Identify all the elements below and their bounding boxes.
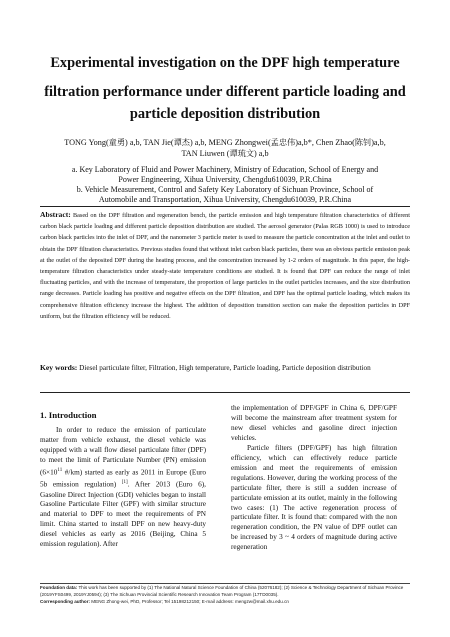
- keywords-label: Key words:: [40, 363, 78, 372]
- left-p1-reference: [1]: [121, 480, 128, 486]
- affiliation-a-line-1: a. Key Laboratory of Fluid and Power Machinery, Ministry of Education, School of Energy and: [71, 165, 379, 174]
- section-heading-introduction: 1. Introduction: [40, 410, 97, 420]
- footnote-author: [40, 599, 410, 606]
- left-p1-text-b: #/km) started as early as 2011 in Europe (Euro 5b emission regulation): [40, 468, 206, 489]
- left-p1-text-a: In order to reduce the emission of particulate matter from vehicle exhaust, the diesel vehicle was equipped with a wall flow diesel particulate filter (DPF) to meet the limit of Particulate Number (PN) emission (6×10: [40, 426, 206, 477]
- footnote-author-label: Corresponding author:: [40, 598, 91, 604]
- right-paragraph-0: the implementation of DPF/GPF in China 6, DPF/GPF will become the mainstream after treatment system for new diesel vehicles and gasoline direct injection vehicles.: [231, 404, 397, 442]
- footnote: [40, 585, 410, 605]
- authors-line-1: TONG Yong(童勇) a,b, TAN Jie(谭杰) a,b, MENG Zhongwei(孟忠伟)a,b*, Chen Zhao(陈钊)a,b,: [64, 138, 386, 147]
- left-p1-text-c: . After 2013 (Euro 6), Gasoline Direct Injection (GDI) vehicles began to install Gasoline Particulate Filter (GPF) with similar structure and material to DPF to meet the requirements of PN limit. China started to install DPF on new heavy-duty diesel vehicles as early as 2016 (Beijing, China 5 emission regulation). After: [40, 480, 206, 549]
- keywords-text: Diesel particulate filter, Filtration, High temperature, Particle loading, Particle deposition distribution: [79, 364, 371, 372]
- title-line-1: Experimental investigation on the DPF high temperature: [50, 55, 400, 71]
- right-paragraph-1: Particle filters (DPF/GPF) has high filtration efficiency, which can effectively reduce particle emission and meet the requirements of emission regulations. However, during the working process of the particulate filter, there is still a sudden increase of particulate emission at its outlet, mainly in the following two cases: (1) The active regeneration process of particulate filter. It is found that: compared with the non regeneration condition, the PN value of DPF outlet can be increased by 3 ~ 4 orders of magnitude during active regeneration: [231, 443, 397, 552]
- left-column: [40, 426, 206, 550]
- abstract: [40, 209, 410, 322]
- footnote-author-text: MENG Zhong-wei, PhD, Professor; Tel 15198212150; E-mail address: mengzw@mail.xhu.edu.cn: [90, 598, 289, 604]
- affiliation-b-line-2: Automobile and Transportation, Xihua University, Chengdu610039, P.R.China: [98, 195, 352, 204]
- footnote-rule: [40, 583, 410, 584]
- abstract-text: Based on the DPF filtration and regeneration bench, the particle emission and high temperature filtration characteristics of different carbon black particle loading and different particle deposition distribution are studied. The aerosol generator (Palas RGB 1000) is used to introduce carbon black particles into the inlet of DPF, and the nanometer 3 particle meter is used to measure the particle concentration at the inlet and outlet to obtain the DPF filtration characteristics. Previous studies found that without inlet carbon black particles, there was an obvious particle emission peak at the outlet of the deposited DPF during the heating process, and the concentration increased by 1-2 orders of magnitude. In this paper, the high-temperature filtration characteristics under steady-state temperature conditions are studied. It is found that DPF can reduce the range of inlet fluctuating particles, and with the increase of temperature, the proportion of large particles in the outlet particles increases, and the size distribution range decreases. Particle loading has positive and negative effects on the DPF filtration, and DPF has the optimal particle loading, which makes its comprehensive filtration efficiency increase the highest. The addition of deposition transition section can make the deposition particles in DPF uniform, but the filtration efficiency will be reduced.: [40, 212, 410, 320]
- title-line-3: particle deposition distribution: [129, 106, 321, 122]
- keywords-bottom-rule: [40, 392, 410, 393]
- left-p1-superscript: 11: [57, 467, 63, 473]
- footnote-funding-label: Foundation data:: [40, 585, 78, 590]
- right-column: [231, 404, 397, 553]
- abstract-top-rule: [40, 206, 410, 207]
- footnote-funding-text: This work has been supported by (1) The National Natural Science Foundation of China (52076182); (2) Science & Technology Department of Sichuan Province (2019YFS0499, 2019YJ0594); (3) The Sichuan Provincial Scientific Research Innovation Team Program (17TD0035).: [40, 585, 404, 597]
- left-paragraph-1: [40, 426, 206, 550]
- authors-line-2: TAN Liuwen (谭琉文) a,b: [181, 149, 269, 158]
- keywords: [40, 362, 410, 374]
- title-line-2: filtration performance under different particle loading and: [44, 84, 406, 100]
- footnote-funding: [40, 585, 410, 599]
- abstract-label: Abstract:: [40, 210, 71, 219]
- affiliation-a-line-2: Power Engineering, Xihua University, Chengdu610039, P.R.China: [118, 175, 332, 184]
- affiliation-b-line-1: b. Vehicle Measurement, Control and Safety Key Laboratory of Sichuan Province, School of: [76, 185, 374, 194]
